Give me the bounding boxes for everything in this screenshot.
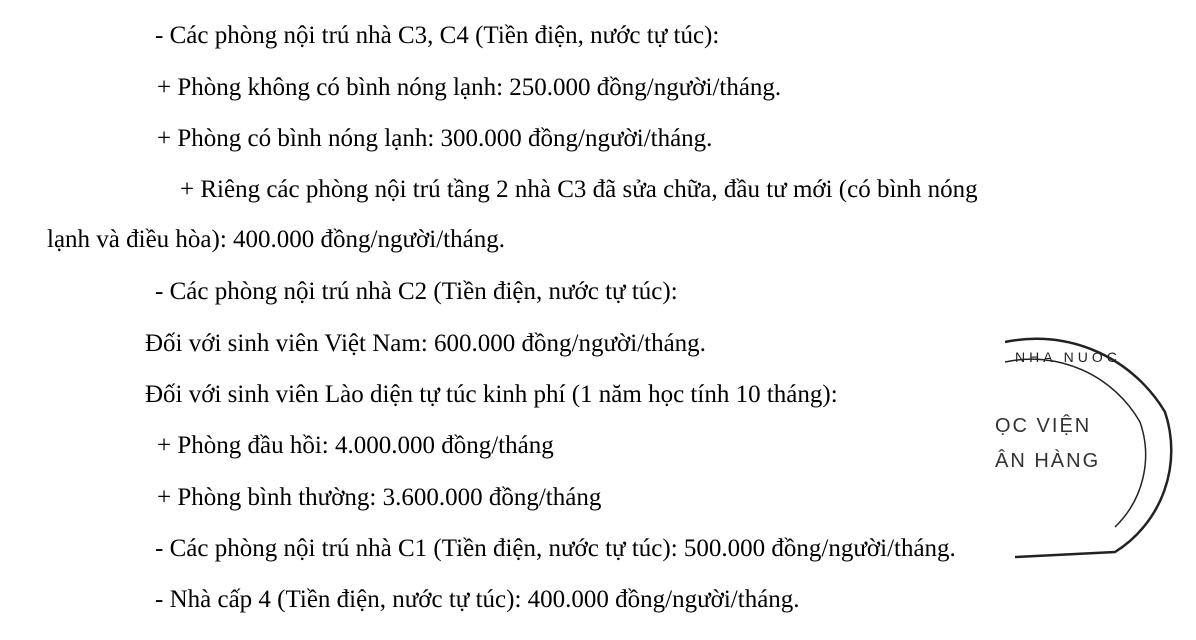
svg-text:ÂN HÀNG: ÂN HÀNG: [995, 450, 1101, 472]
text-line: - Các phòng nội trú nhà C2 (Tiền điện, nước tự túc):: [155, 278, 678, 305]
text-line: - Nhà cấp 4 (Tiền điện, nước tự túc): 400.000 đồng/người/tháng.: [155, 586, 800, 613]
text-line: + Phòng bình thường: 3.600.000 đồng/tháng: [157, 484, 602, 511]
text-line: + Phòng đầu hồi: 4.000.000 đồng/tháng: [157, 432, 554, 459]
text-line: - Các phòng nội trú nhà C1 (Tiền điện, nước tự túc): 500.000 đồng/người/tháng.: [155, 535, 956, 562]
text-line: Đối với sinh viên Lào diện tự túc kinh phí (1 năm học tính 10 tháng):: [145, 381, 838, 408]
text-line: + Riêng các phòng nội trú tầng 2 nhà C3 đã sửa chữa, đầu tư mới (có bình nóng: [180, 176, 978, 203]
text-line: lạnh và điều hòa): 400.000 đồng/người/tháng.: [47, 226, 505, 253]
svg-text:NHA NUOC: NHA NUOC: [1015, 349, 1121, 365]
text-line: + Phòng không có bình nóng lạnh: 250.000 đồng/người/tháng.: [157, 74, 782, 101]
svg-text:ỌC VIỆN: ỌC VIỆN: [995, 415, 1092, 437]
text-line: + Phòng có bình nóng lạnh: 300.000 đồng/người/tháng.: [157, 125, 713, 152]
text-line: Đối với sinh viên Việt Nam: 600.000 đồng/người/tháng.: [145, 330, 706, 357]
official-stamp: [975, 322, 1195, 572]
text-line: - Các phòng nội trú nhà C3, C4 (Tiền điện, nước tự túc):: [155, 22, 720, 49]
